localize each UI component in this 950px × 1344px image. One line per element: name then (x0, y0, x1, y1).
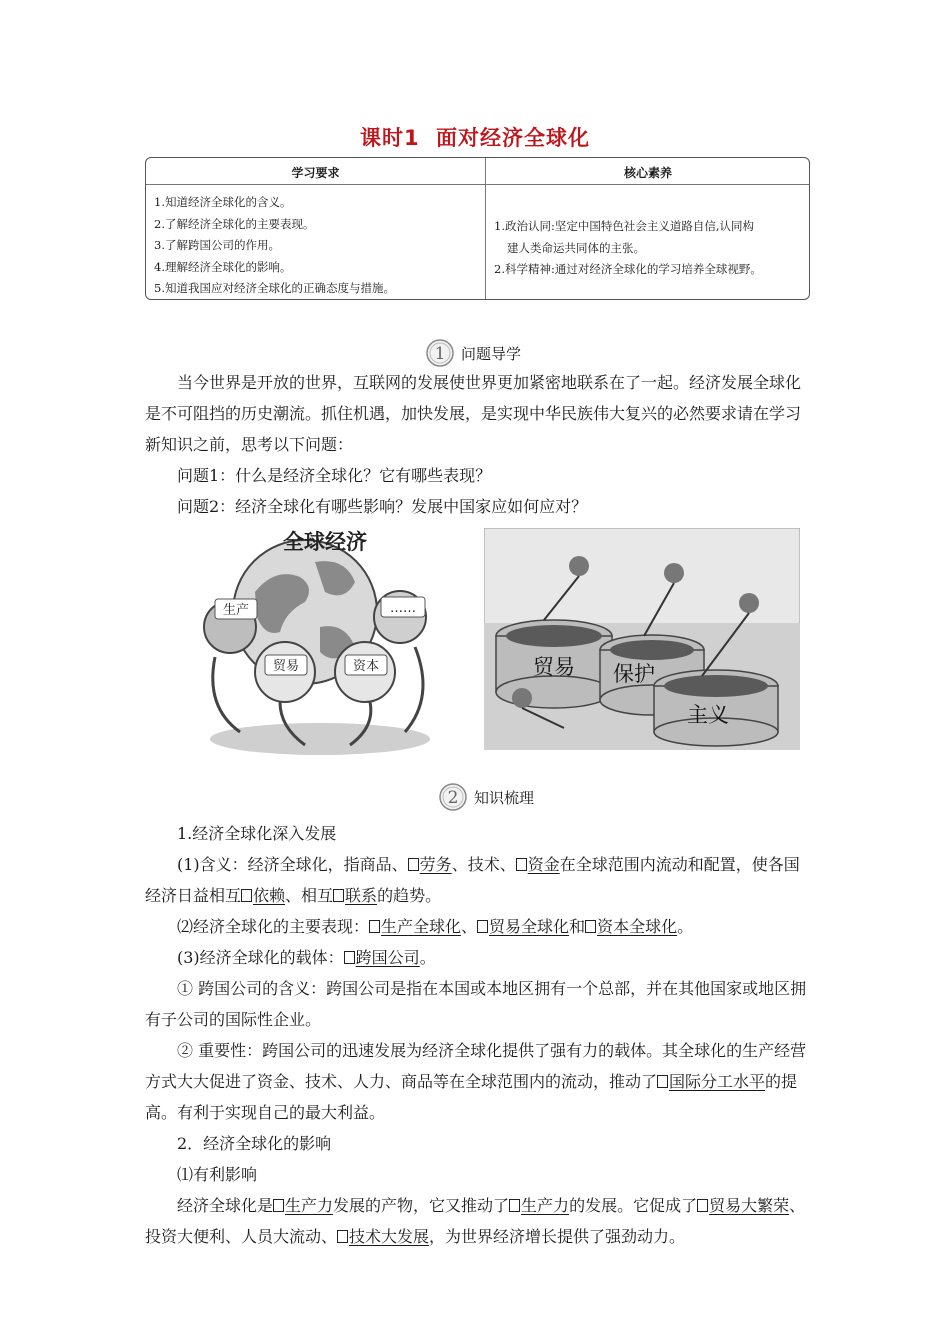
lesson-name: 面对经济全球化 (435, 126, 590, 150)
label-trade: 贸易 (272, 659, 300, 674)
section1-body (145, 367, 810, 522)
page-title (0, 122, 950, 152)
section-title: 知识梳理 (474, 788, 535, 807)
section-heading-guide (425, 338, 521, 368)
label-capital: 资本 (352, 659, 380, 674)
label-trade: 贸易 (533, 655, 575, 679)
intro-paragraph: 当今世界是开放的世界，互联网的发展使世界更加紧密地联系在了一起。经济发展全球化是不可阻挡的历史潮流。抓住机遇，加快发展，是实现中华民族伟大复兴的必然要求请在学习新知识之前，思考以下问题： (145, 373, 802, 454)
circled-number-icon (438, 782, 472, 812)
section-title: 问题导学 (461, 344, 522, 363)
heading-1: 1.经济全球化深入发展 (177, 824, 337, 843)
list-item: 1.政治认同:坚定中国特色社会主义道路自信,认同构 (494, 219, 754, 233)
figure-caption: 全球经济 (283, 530, 367, 554)
label-production: 生产 (222, 603, 250, 618)
manifestation-paragraph: ⑵经济全球化的主要表现： 生产全球化、 贸易全球化和 资本全球化。 (177, 917, 694, 936)
list-item: 5.知道我国应对经济全球化的正确态度与措施。 (154, 281, 395, 295)
col-header-requirements: 学习要求 (291, 166, 340, 180)
section-heading-knowledge (438, 782, 534, 812)
list-item: 4.理解经济全球化的影响。 (154, 259, 292, 274)
subheading-positive: ⑴有利影响 (177, 1165, 258, 1184)
table-header (146, 158, 809, 185)
column-divider (485, 158, 486, 299)
col-header-literacy: 核心素养 (623, 166, 672, 180)
trade-protectionism-cartoon (484, 528, 800, 750)
question-1: 问题1：什么是经济全球化？它有哪些表现？ (177, 466, 492, 485)
lesson-number: 课时1 (360, 126, 420, 150)
list-item: 2.了解经济全球化的主要表现。 (154, 216, 315, 231)
list-item: 3.了解跨国公司的作用。 (154, 238, 280, 252)
literacy-list (494, 216, 804, 281)
requirements-table (145, 157, 810, 300)
list-item: 1.知道经济全球化的含义。 (154, 195, 292, 209)
heading-2: 2．经济全球化的影响 (177, 1134, 332, 1153)
requirements-list (154, 192, 479, 300)
importance-paragraph: ② 重要性：跨国公司的迅速发展为经济全球化提供了强有力的载体。其全球化的生产经营方式大大促进了资金、技术、人力、商品等在全球范围内的流动，推动了 国际分工水平的提高。有利于实现自己的最大利益。 (145, 1041, 807, 1122)
carrier-paragraph: (3)经济全球化的载体： 跨国公司。 (177, 948, 436, 967)
section2-body (145, 818, 810, 1252)
list-item: 建人类命运共同体的主张。 (507, 240, 645, 255)
svg-text:2: 2 (447, 788, 459, 808)
list-item: 2.科学精神:通过对经济全球化的学习培养全球视野。 (494, 262, 762, 276)
mnc-definition-paragraph: ① 跨国公司的含义：跨国公司是指在本国或本地区拥有一个总部，并在其他国家或地区拥有子公司的国际性企业。 (145, 979, 807, 1029)
illustration-row (185, 507, 800, 772)
positive-impact-paragraph: 经济全球化是 生产力发展的产物，它又推动了 生产力的发展。它促成了 贸易大繁荣、投资大便利、人员大流动、 技术大发展，为世界经济增长提供了强劲动力。 (145, 1196, 806, 1246)
global-economy-cartoon (185, 507, 455, 772)
question-2: 问题2：经济全球化有哪些影响？发展中国家应如何应对？ (177, 497, 588, 516)
circled-number-icon (425, 338, 459, 368)
label-ism: 主义 (687, 703, 729, 727)
label-etc: …… (390, 601, 416, 616)
label-protection: 保护 (613, 662, 655, 686)
svg-text:1: 1 (434, 344, 446, 364)
definition-paragraph: (1)含义：经济全球化，指商品、 劳务、技术、 资金在全球范围内流动和配置，使各国经济日益相互 依赖、相互 联系的趋势。 (145, 855, 800, 905)
